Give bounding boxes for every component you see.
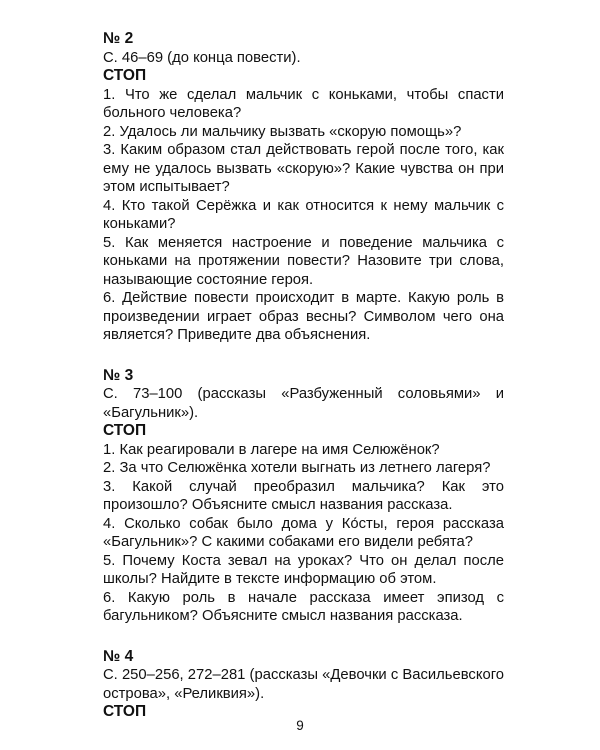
page-range: С. 46–69 (до конца повести). bbox=[103, 49, 301, 66]
section-3 bbox=[103, 367, 504, 626]
question-item: 6. Какую роль в начале рассказа имеет эпизод с багульником? Объясните смысл названия рассказа. bbox=[103, 589, 504, 624]
question-item: 4. Кто такой Серёжка и как относится к нему мальчик с коньками? bbox=[103, 197, 504, 232]
question-item: 4. Сколько собак было дома у Ко́сты, героя рассказа «Багульник»? С какими собаками его видели ребята? bbox=[103, 515, 504, 550]
question-item: 3. Какой случай преобразил мальчика? Как это произошло? Объясните смысл названия рассказа. bbox=[103, 478, 504, 513]
section-4 bbox=[103, 648, 504, 722]
question-item: 3. Каким образом стал действовать герой после того, как ему не удалось вызвать «скорую»? Какие чувства он при этом испытывает? bbox=[103, 142, 504, 195]
page-number: 9 bbox=[296, 718, 304, 733]
question-item: 5. Как меняется настроение и поведение мальчика с коньками на протяжении повести? Назовите три слова, называющие состояние героя. bbox=[103, 234, 504, 288]
question-item: 2. За что Селюжёнка хотели выгнать из летнего лагеря? bbox=[103, 460, 491, 476]
question-list bbox=[103, 441, 504, 626]
question-item: 5. Почему Коста зевал на уроках? Что он делал после школы? Найдите в тексте информацию об этом. bbox=[103, 552, 504, 587]
question-item: 2. Удалось ли мальчику вызвать «скорую помощь»? bbox=[103, 123, 462, 140]
section-number: № 3 bbox=[103, 366, 134, 384]
stop-heading: СТОП bbox=[103, 67, 147, 84]
section-2 bbox=[103, 30, 504, 345]
stop-heading: СТОП bbox=[103, 422, 147, 439]
page-range: С. 250–256, 272–281 (рассказы «Девочки с Васильевского острова», «Реликвия»). bbox=[103, 667, 504, 702]
stop-heading: СТОП bbox=[103, 703, 147, 720]
section-number: № 2 bbox=[103, 30, 134, 47]
question-item: 1. Как реагировали в лагере на имя Селюжёнок? bbox=[103, 441, 440, 458]
section-number: № 4 bbox=[103, 647, 134, 665]
question-item: 1. Что же сделал мальчик с коньками, чтобы спасти больного человека? bbox=[103, 86, 504, 121]
question-list bbox=[103, 86, 504, 345]
question-item: 6. Действие повести происходит в марте. Какую роль в произведении играет образ весны? Символом чего она является? Приведите два объяснения. bbox=[103, 290, 504, 343]
page-range: С. 73–100 (рассказы «Разбуженный соловьями» и «Багульник»). bbox=[103, 386, 504, 421]
